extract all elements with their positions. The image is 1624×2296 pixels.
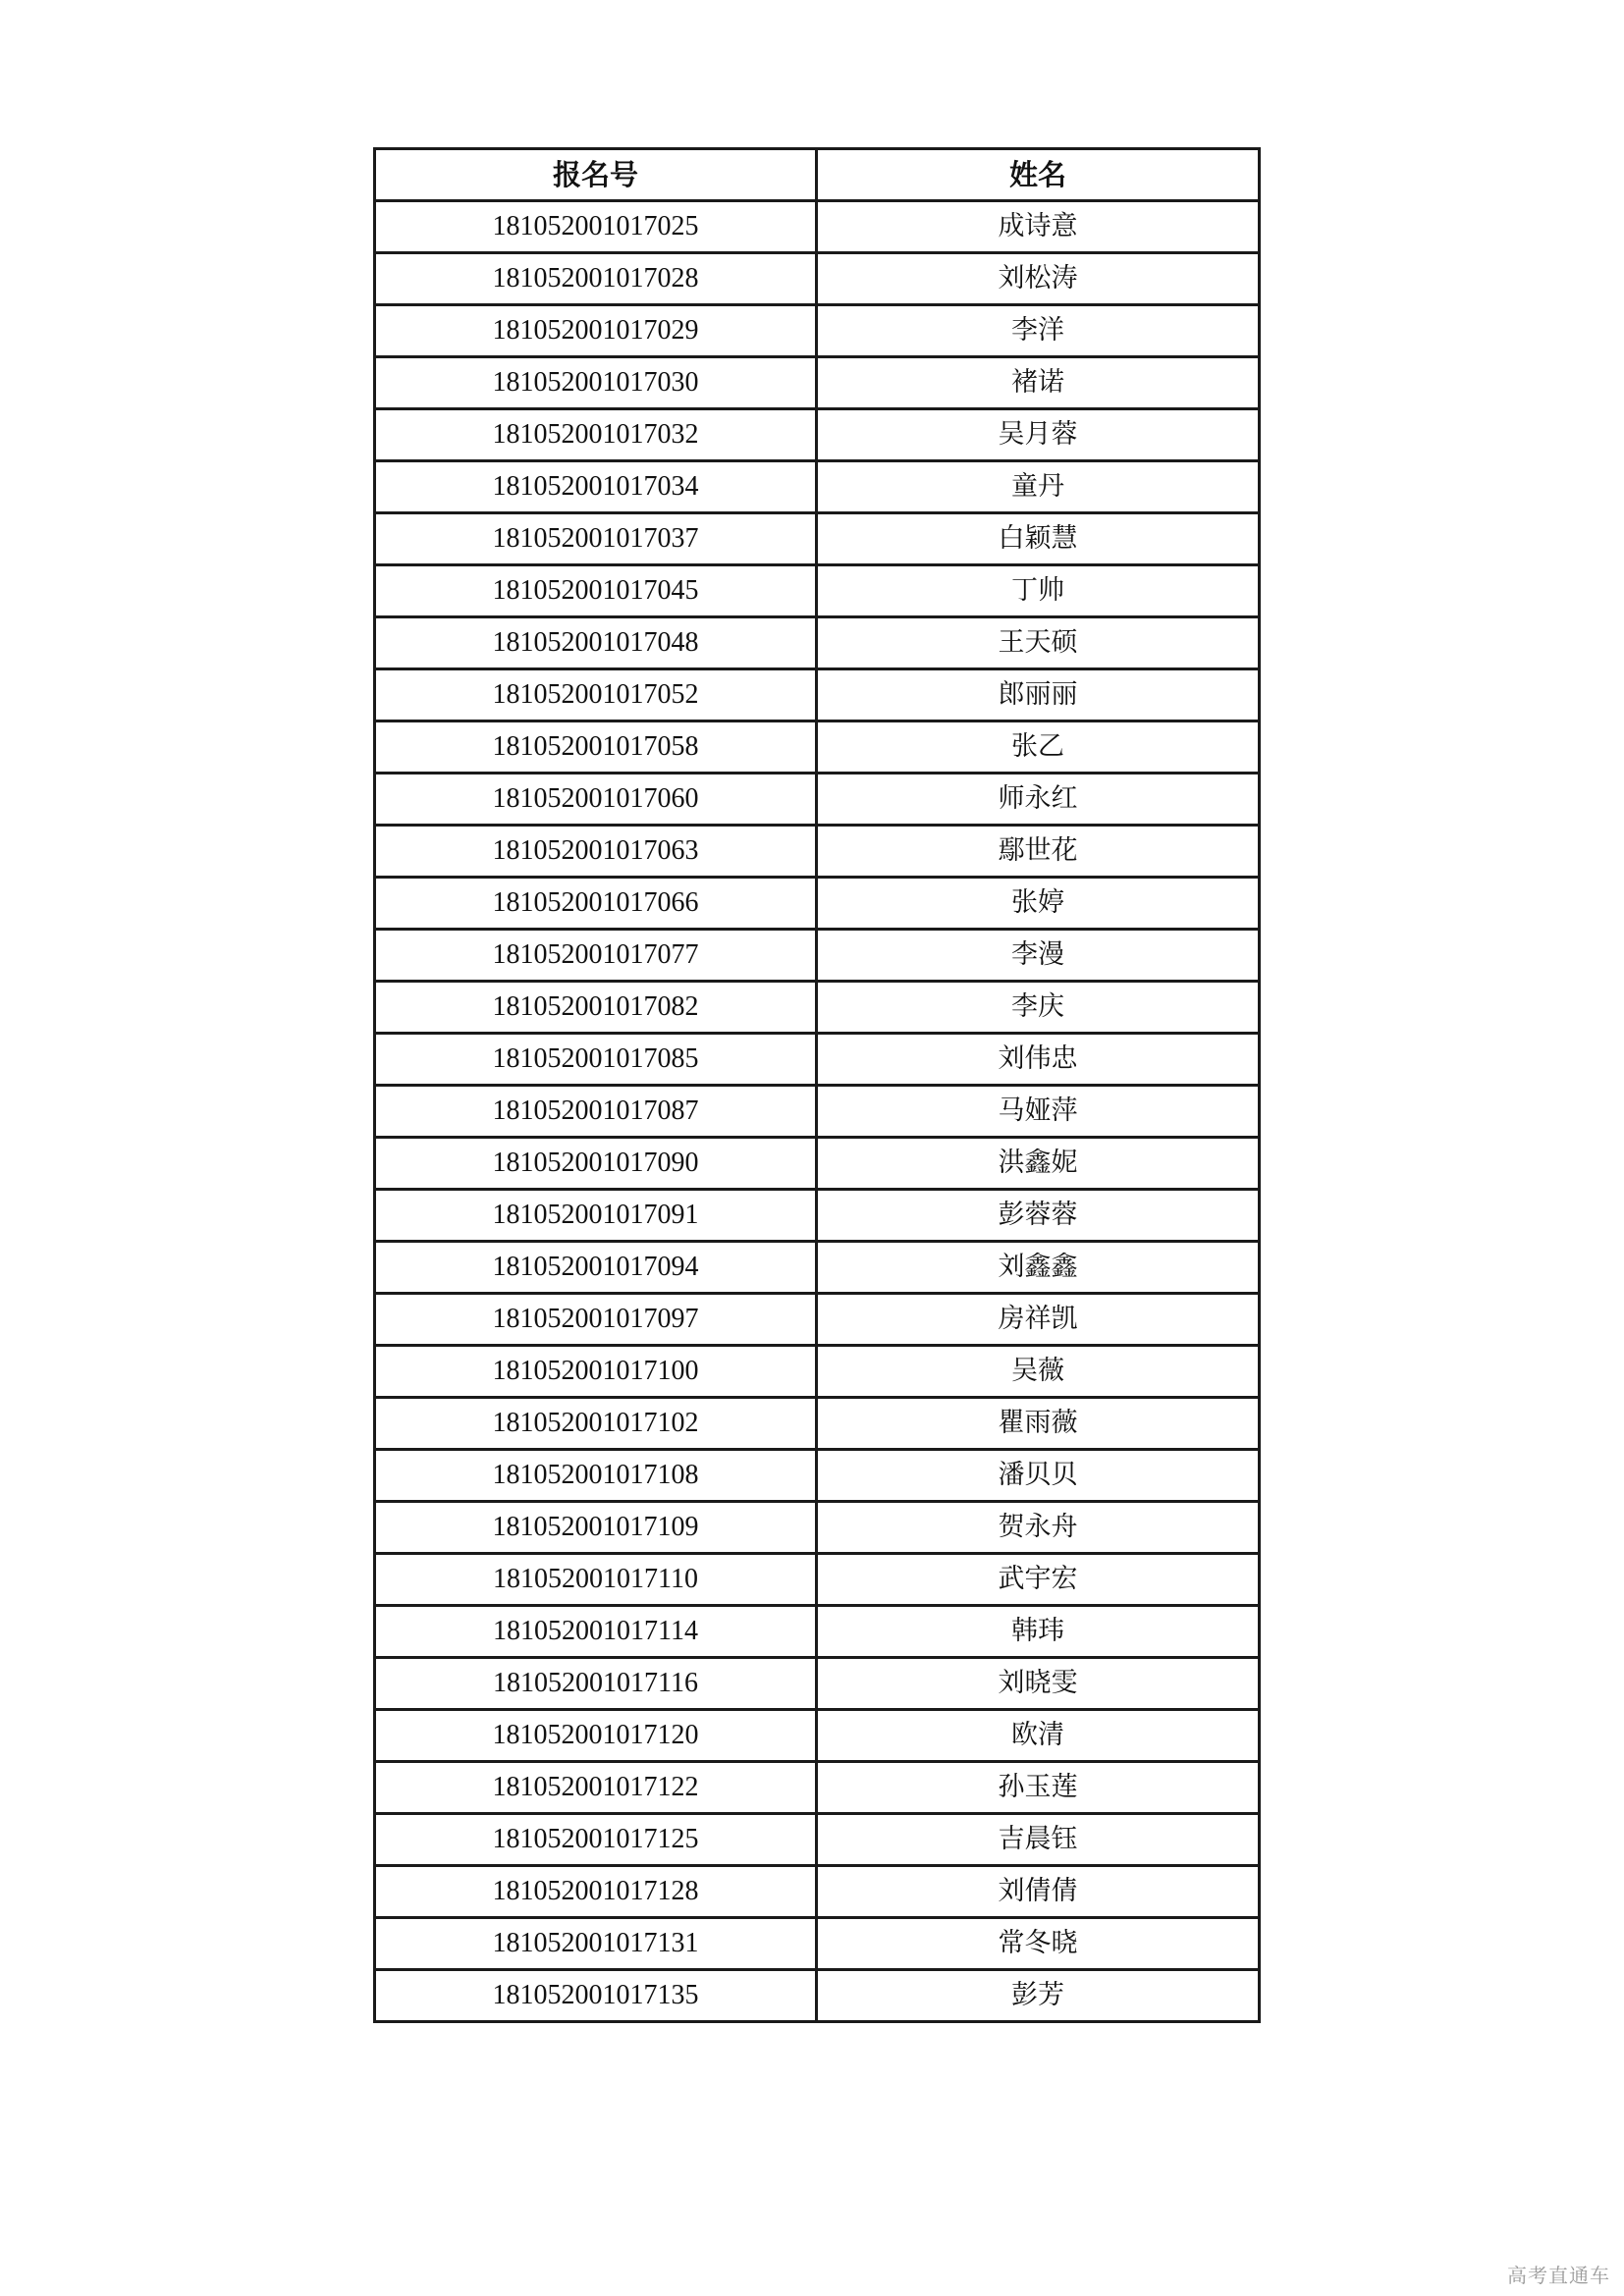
name-cell: 郎丽丽 [817,669,1260,721]
registration-number-cell: 181052001017025 [375,201,817,253]
table-row [375,721,1260,774]
registration-number-cell: 181052001017091 [375,1190,817,1242]
table-row [375,253,1260,305]
registration-number-cell: 181052001017032 [375,409,817,461]
table-row [375,1710,1260,1762]
name-cell: 鄢世花 [817,826,1260,878]
registration-number-cell: 181052001017109 [375,1502,817,1554]
table-row [375,826,1260,878]
table-row [375,1398,1260,1450]
table-row [375,1034,1260,1086]
table-row [375,930,1260,982]
registration-number-cell: 181052001017087 [375,1086,817,1138]
registration-number-cell: 181052001017034 [375,461,817,513]
registration-number-cell: 181052001017052 [375,669,817,721]
table-row [375,565,1260,617]
registration-number-cell: 181052001017082 [375,982,817,1034]
header-name: 姓名 [817,149,1260,201]
name-cell: 张婷 [817,878,1260,930]
registration-number-cell: 181052001017122 [375,1762,817,1814]
name-cell: 刘伟忠 [817,1034,1260,1086]
name-cell: 韩玮 [817,1606,1260,1658]
registration-number-cell: 181052001017102 [375,1398,817,1450]
table-row [375,1658,1260,1710]
table-row [375,1606,1260,1658]
name-cell: 李庆 [817,982,1260,1034]
name-cell: 吴薇 [817,1346,1260,1398]
name-cell: 刘晓雯 [817,1658,1260,1710]
table-row [375,1814,1260,1866]
table-row [375,409,1260,461]
registration-number-cell: 181052001017094 [375,1242,817,1294]
table-row [375,878,1260,930]
name-cell: 丁帅 [817,565,1260,617]
name-cell: 武宇宏 [817,1554,1260,1606]
name-cell: 褚诺 [817,357,1260,409]
name-cell: 彭蓉蓉 [817,1190,1260,1242]
registration-number-cell: 181052001017058 [375,721,817,774]
registration-number-cell: 181052001017125 [375,1814,817,1866]
table-row [375,774,1260,826]
name-cell: 李漫 [817,930,1260,982]
name-cell: 贺永舟 [817,1502,1260,1554]
registration-number-cell: 181052001017060 [375,774,817,826]
registration-number-cell: 181052001017029 [375,305,817,357]
table-row [375,1554,1260,1606]
registration-number-cell: 181052001017048 [375,617,817,669]
name-cell: 潘贝贝 [817,1450,1260,1502]
name-cell: 马娅萍 [817,1086,1260,1138]
table-row [375,1086,1260,1138]
registration-number-cell: 181052001017114 [375,1606,817,1658]
registration-number-cell: 181052001017077 [375,930,817,982]
table-row [375,1242,1260,1294]
name-cell: 洪鑫妮 [817,1138,1260,1190]
table-row [375,513,1260,565]
name-cell: 成诗意 [817,201,1260,253]
registration-number-cell: 181052001017085 [375,1034,817,1086]
table-row [375,1502,1260,1554]
registration-number-cell: 181052001017116 [375,1658,817,1710]
name-cell: 白颖慧 [817,513,1260,565]
table-row [375,1346,1260,1398]
table-row [375,1294,1260,1346]
registration-number-cell: 181052001017090 [375,1138,817,1190]
table-row [375,982,1260,1034]
name-cell: 师永红 [817,774,1260,826]
table-row [375,1918,1260,1970]
table-row [375,1970,1260,2022]
header-registration-number: 报名号 [375,149,817,201]
name-cell: 瞿雨薇 [817,1398,1260,1450]
registration-number-cell: 181052001017045 [375,565,817,617]
registration-number-cell: 181052001017110 [375,1554,817,1606]
registration-number-cell: 181052001017037 [375,513,817,565]
roster-table [373,147,1261,2023]
table-row [375,1762,1260,1814]
registration-number-cell: 181052001017128 [375,1866,817,1918]
table-row [375,357,1260,409]
table-row [375,461,1260,513]
name-cell: 房祥凯 [817,1294,1260,1346]
name-cell: 欧清 [817,1710,1260,1762]
table-row [375,669,1260,721]
name-cell: 吉晨钰 [817,1814,1260,1866]
name-cell: 彭芳 [817,1970,1260,2022]
table-row [375,305,1260,357]
registration-number-cell: 181052001017120 [375,1710,817,1762]
name-cell: 张乙 [817,721,1260,774]
name-cell: 王天硕 [817,617,1260,669]
name-cell: 刘松涛 [817,253,1260,305]
name-cell: 李洋 [817,305,1260,357]
table-body [375,201,1260,2022]
registration-number-cell: 181052001017063 [375,826,817,878]
registration-number-cell: 181052001017135 [375,1970,817,2022]
registration-number-cell: 181052001017028 [375,253,817,305]
watermark-text: 高考直通车 [1507,2264,1610,2287]
table-row [375,617,1260,669]
table-row [375,1190,1260,1242]
name-cell: 吴月蓉 [817,409,1260,461]
registration-number-cell: 181052001017097 [375,1294,817,1346]
registration-number-cell: 181052001017108 [375,1450,817,1502]
name-cell: 刘倩倩 [817,1866,1260,1918]
name-cell: 刘鑫鑫 [817,1242,1260,1294]
registration-number-cell: 181052001017131 [375,1918,817,1970]
name-cell: 童丹 [817,461,1260,513]
table-row [375,1866,1260,1918]
registration-number-cell: 181052001017100 [375,1346,817,1398]
table-header-row [375,149,1260,201]
name-cell: 常冬晓 [817,1918,1260,1970]
registration-number-cell: 181052001017066 [375,878,817,930]
table-row [375,1138,1260,1190]
name-cell: 孙玉莲 [817,1762,1260,1814]
table-row [375,1450,1260,1502]
registration-number-cell: 181052001017030 [375,357,817,409]
table-row [375,201,1260,253]
